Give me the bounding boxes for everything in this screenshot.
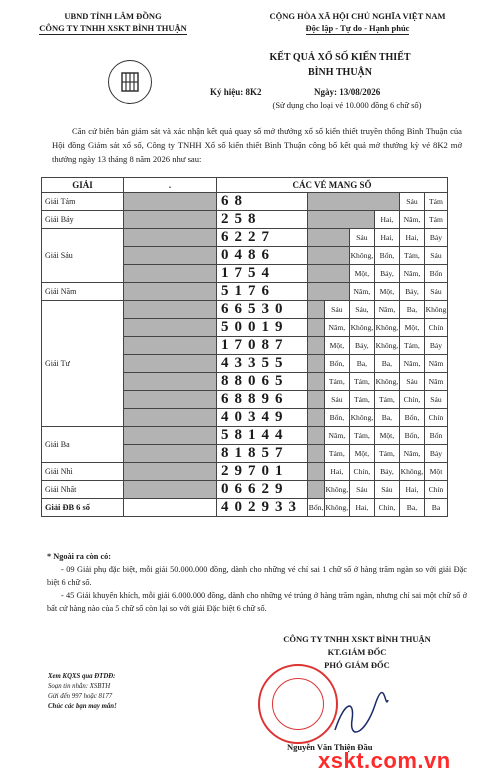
number-word: Tám, [349,373,374,391]
number-word: Tám, [349,391,374,409]
masked-area [308,247,350,265]
number-word: Sáu [349,229,374,247]
table-row [42,463,448,481]
number-word: Sáu [324,301,349,319]
signature-kt: KT.GIÁM ĐỐC [327,647,387,657]
signature-company: CÔNG TY TNHH XSKT BÌNH THUẬN [283,634,431,644]
masked-area [308,445,325,463]
winning-number: 06629 [217,481,308,499]
prize-label: Giải Năm [42,283,124,301]
number-word: Bảy [424,229,447,247]
masked-area [308,319,325,337]
number-word: Một, [399,319,424,337]
winning-number: 50019 [217,319,308,337]
prize-label: Giải Tư [42,301,124,427]
number-word: Chín, [399,391,424,409]
footer-heading: * Ngoài ra còn có: [47,552,112,561]
number-word: Bốn, [399,427,424,445]
number-word: Bảy, [374,265,399,283]
number-word: Năm, [399,355,424,373]
number-word: Sáu [424,391,447,409]
number-word: Sáu [399,193,424,211]
number-word: Tám, [374,391,399,409]
winning-number: 29701 [217,463,308,481]
document-title [220,50,460,80]
province-name: UBND TỈNH LÂM ĐỒNG [64,11,162,21]
col-giai: GIẢI [42,178,124,193]
number-word: Chín [424,409,447,427]
sms-line-2: Soạn tin nhắn: XSBTH [48,683,111,690]
number-word: Sáu [349,481,374,499]
number-word: Sáu [424,283,447,301]
number-word: Bảy, [349,337,374,355]
number-word: Bốn, [324,355,349,373]
table-row [42,481,448,499]
number-word: Sáu [399,373,424,391]
signer-name: Nguyễn Văn Thiện Đầu [287,742,373,752]
number-word: Năm, [399,265,424,283]
masked-area [124,463,217,481]
number-word: Hai, [374,229,399,247]
number-word: Không, [349,409,374,427]
prize-label: Giải Nhất [42,481,124,499]
sms-line-1: Xem KQXS qua ĐTDĐ: [48,673,116,680]
winning-number: 0486 [217,247,308,265]
winning-number: 402933 [217,499,308,517]
col-cac-ve: CÁC VÉ MANG SỐ [217,178,448,193]
masked-area [124,247,217,265]
number-word: Bốn [424,427,447,445]
masked-area [308,373,325,391]
masked-area [308,265,350,283]
winning-number: 1754 [217,265,308,283]
masked-area [308,427,325,445]
table-row [42,229,448,247]
company-name: CÔNG TY TNHH XSKT BÌNH THUẬN [39,23,187,33]
masked-area [308,193,400,211]
masked-area [124,229,217,247]
winning-number: 258 [217,211,308,229]
number-word: Tám, [324,373,349,391]
number-word: Bảy [424,445,447,463]
prize-label: Giải Sáu [42,229,124,283]
number-word: Không, [324,499,349,517]
number-word: Năm, [374,301,399,319]
number-word: Một [424,463,447,481]
masked-area [308,283,350,301]
number-word: Sáu [374,481,399,499]
winning-number: 6227 [217,229,308,247]
masked-area [124,211,217,229]
masked-area [124,193,217,211]
number-word: Tám, [399,337,424,355]
footer-paragraph-2: - 45 Giải khuyến khích, mỗi giải 6.000.000 đồng, dành cho những vé trúng ở hàng trăm ngàn, nhưng chỉ sai một chữ số ở bất cứ hàng nào của 5 chữ số còn lại so với giải Đặc biệt 6 chữ số. [47,591,467,613]
masked-area [308,337,325,355]
number-word: Hai, [324,463,349,481]
masked-area [124,301,217,319]
number-word: Bốn, [399,409,424,427]
number-word: Sáu [324,391,349,409]
winning-number: 17087 [217,337,308,355]
number-word: Tám, [374,445,399,463]
number-word: Tám, [399,247,424,265]
table-row [42,499,448,517]
number-word: Tám, [349,427,374,445]
number-word: Năm, [399,445,424,463]
ky-hieu: Ký hiệu: 8K2 [210,87,262,97]
number-word: Một, [324,337,349,355]
number-word: Năm [424,355,447,373]
winning-number: 66530 [217,301,308,319]
prize-label: Giải Nhì [42,463,124,481]
table-row [42,211,448,229]
masked-area [308,391,325,409]
number-word: Một, [349,265,374,283]
masked-area [124,373,217,391]
signature-role: PHÓ GIÁM ĐỐC [324,660,390,670]
masked-area [124,355,217,373]
title-line-2: BÌNH THUẬN [308,67,372,78]
number-word: Bảy, [399,283,424,301]
masked-area [124,319,217,337]
number-word: Bốn [424,265,447,283]
title-line-1: KẾT QUẢ XỔ SỐ KIẾN THIẾT [269,52,411,63]
masked-area [308,211,375,229]
prize-label: Giải ĐB 6 số [42,499,124,517]
number-word: Không, [374,319,399,337]
masked-area [124,499,217,517]
winning-number: 68 [217,193,308,211]
winning-number: 58144 [217,427,308,445]
number-word: Bảy [424,337,447,355]
signature-block [232,633,482,672]
prize-label: Giải Tám [42,193,124,211]
number-word: Không, [374,337,399,355]
prize-label: Giải Ba [42,427,124,463]
winning-number: 81857 [217,445,308,463]
number-word: Năm, [349,283,374,301]
masked-area [124,445,217,463]
number-word: Chín, [374,499,399,517]
masked-area [124,481,217,499]
number-word: Năm, [399,211,424,229]
number-word: Sáu, [349,301,374,319]
number-word: Bảy, [374,463,399,481]
number-word: Một, [374,427,399,445]
number-word: Hai, [349,499,374,517]
number-word: Chín [424,319,447,337]
number-word: Tám [424,193,447,211]
site-watermark: xskt.com.vn [318,748,451,773]
number-word: Bốn, [374,247,399,265]
number-word: Tám, [324,445,349,463]
motto: Độc lập - Tự do - Hạnh phúc [305,23,410,33]
number-word: Một, [374,283,399,301]
table-row [42,301,448,319]
winning-number: 5176 [217,283,308,301]
republic-name: CỘNG HÒA XÃ HỘI CHỦ NGHĨA VIỆT NAM [269,11,446,21]
number-word: Ba, [374,409,399,427]
table-header-row [42,178,448,193]
number-word: Ba, [374,355,399,373]
number-word: Sáu [424,247,447,265]
masked-area [124,391,217,409]
number-word: Hai, [399,481,424,499]
number-word: Chín [424,481,447,499]
number-word: Bốn, [324,409,349,427]
winning-number: 88065 [217,373,308,391]
number-word: Không, [399,463,424,481]
ticket-note: (Sử dụng cho loại vé 10.000 đồng 6 chữ số) [272,100,422,110]
prize-label: Giải Bảy [42,211,124,229]
winning-number: 40349 [217,409,308,427]
number-word: Hai, [399,229,424,247]
results-table [41,177,448,517]
number-word: Năm [424,373,447,391]
number-word: Không, [349,247,374,265]
company-logo-icon [108,60,152,104]
number-word: Năm, [324,319,349,337]
sms-line-3: Gửi đến 997 hoặc 8177 [48,693,113,700]
sms-line-4: Chúc các bạn may mắn! [48,703,117,710]
table-row [42,283,448,301]
masked-area [124,337,217,355]
footer-paragraph-1: - 09 Giải phụ đặc biệt, mỗi giải 50.000.000 đồng, dành cho những vé chỉ sai 1 chữ số ở hàng trăm ngàn so với giải Đặc biệt 6 chữ số. [47,565,467,587]
masked-area [124,283,217,301]
number-word: Không, [374,373,399,391]
company-stamp-icon [258,664,338,744]
masked-area [308,463,325,481]
masked-area [124,265,217,283]
number-word: Ba, [399,499,424,517]
number-word: Không, [324,481,349,499]
number-word: Bốn, [308,499,325,517]
number-word: Không [424,301,447,319]
winning-number: 43355 [217,355,308,373]
masked-area [308,301,325,319]
masked-area [308,409,325,427]
number-word: Ba [424,499,447,517]
number-word: Chín, [349,463,374,481]
masked-area [124,409,217,427]
number-word: Một, [349,445,374,463]
masked-area [308,229,350,247]
number-word: Ba, [399,301,424,319]
footer-notes [47,550,467,615]
national-header [230,10,485,35]
masked-area [124,427,217,445]
number-word: Tám [424,211,447,229]
table-row [42,427,448,445]
number-word: Ba, [349,355,374,373]
sms-notes [48,672,117,712]
issuer-header [28,10,198,35]
col-dot: . [124,178,217,193]
masked-area [308,481,325,499]
table-row [42,193,448,211]
number-word: Năm, [324,427,349,445]
number-word: Không, [349,319,374,337]
draw-date: Ngày: 13/08/2026 [314,87,381,97]
masked-area [308,355,325,373]
intro-paragraph: Căn cứ biên bản giám sát và xác nhận kết quả quay số mở thưởng xổ số kiến thiết truyền thống Bình Thuận của Hội đồng Giám sát xổ số, Công ty TNHH Xổ số kiến thiết Bình Thuận công bố kết quả mở thưởng kỳ vé 8K2 mở thưởng ngày 13 tháng 8 năm 2026 như sau: [52,126,462,164]
handwritten-signature-icon [330,690,390,740]
number-word: Hai, [374,211,399,229]
winning-number: 68896 [217,391,308,409]
